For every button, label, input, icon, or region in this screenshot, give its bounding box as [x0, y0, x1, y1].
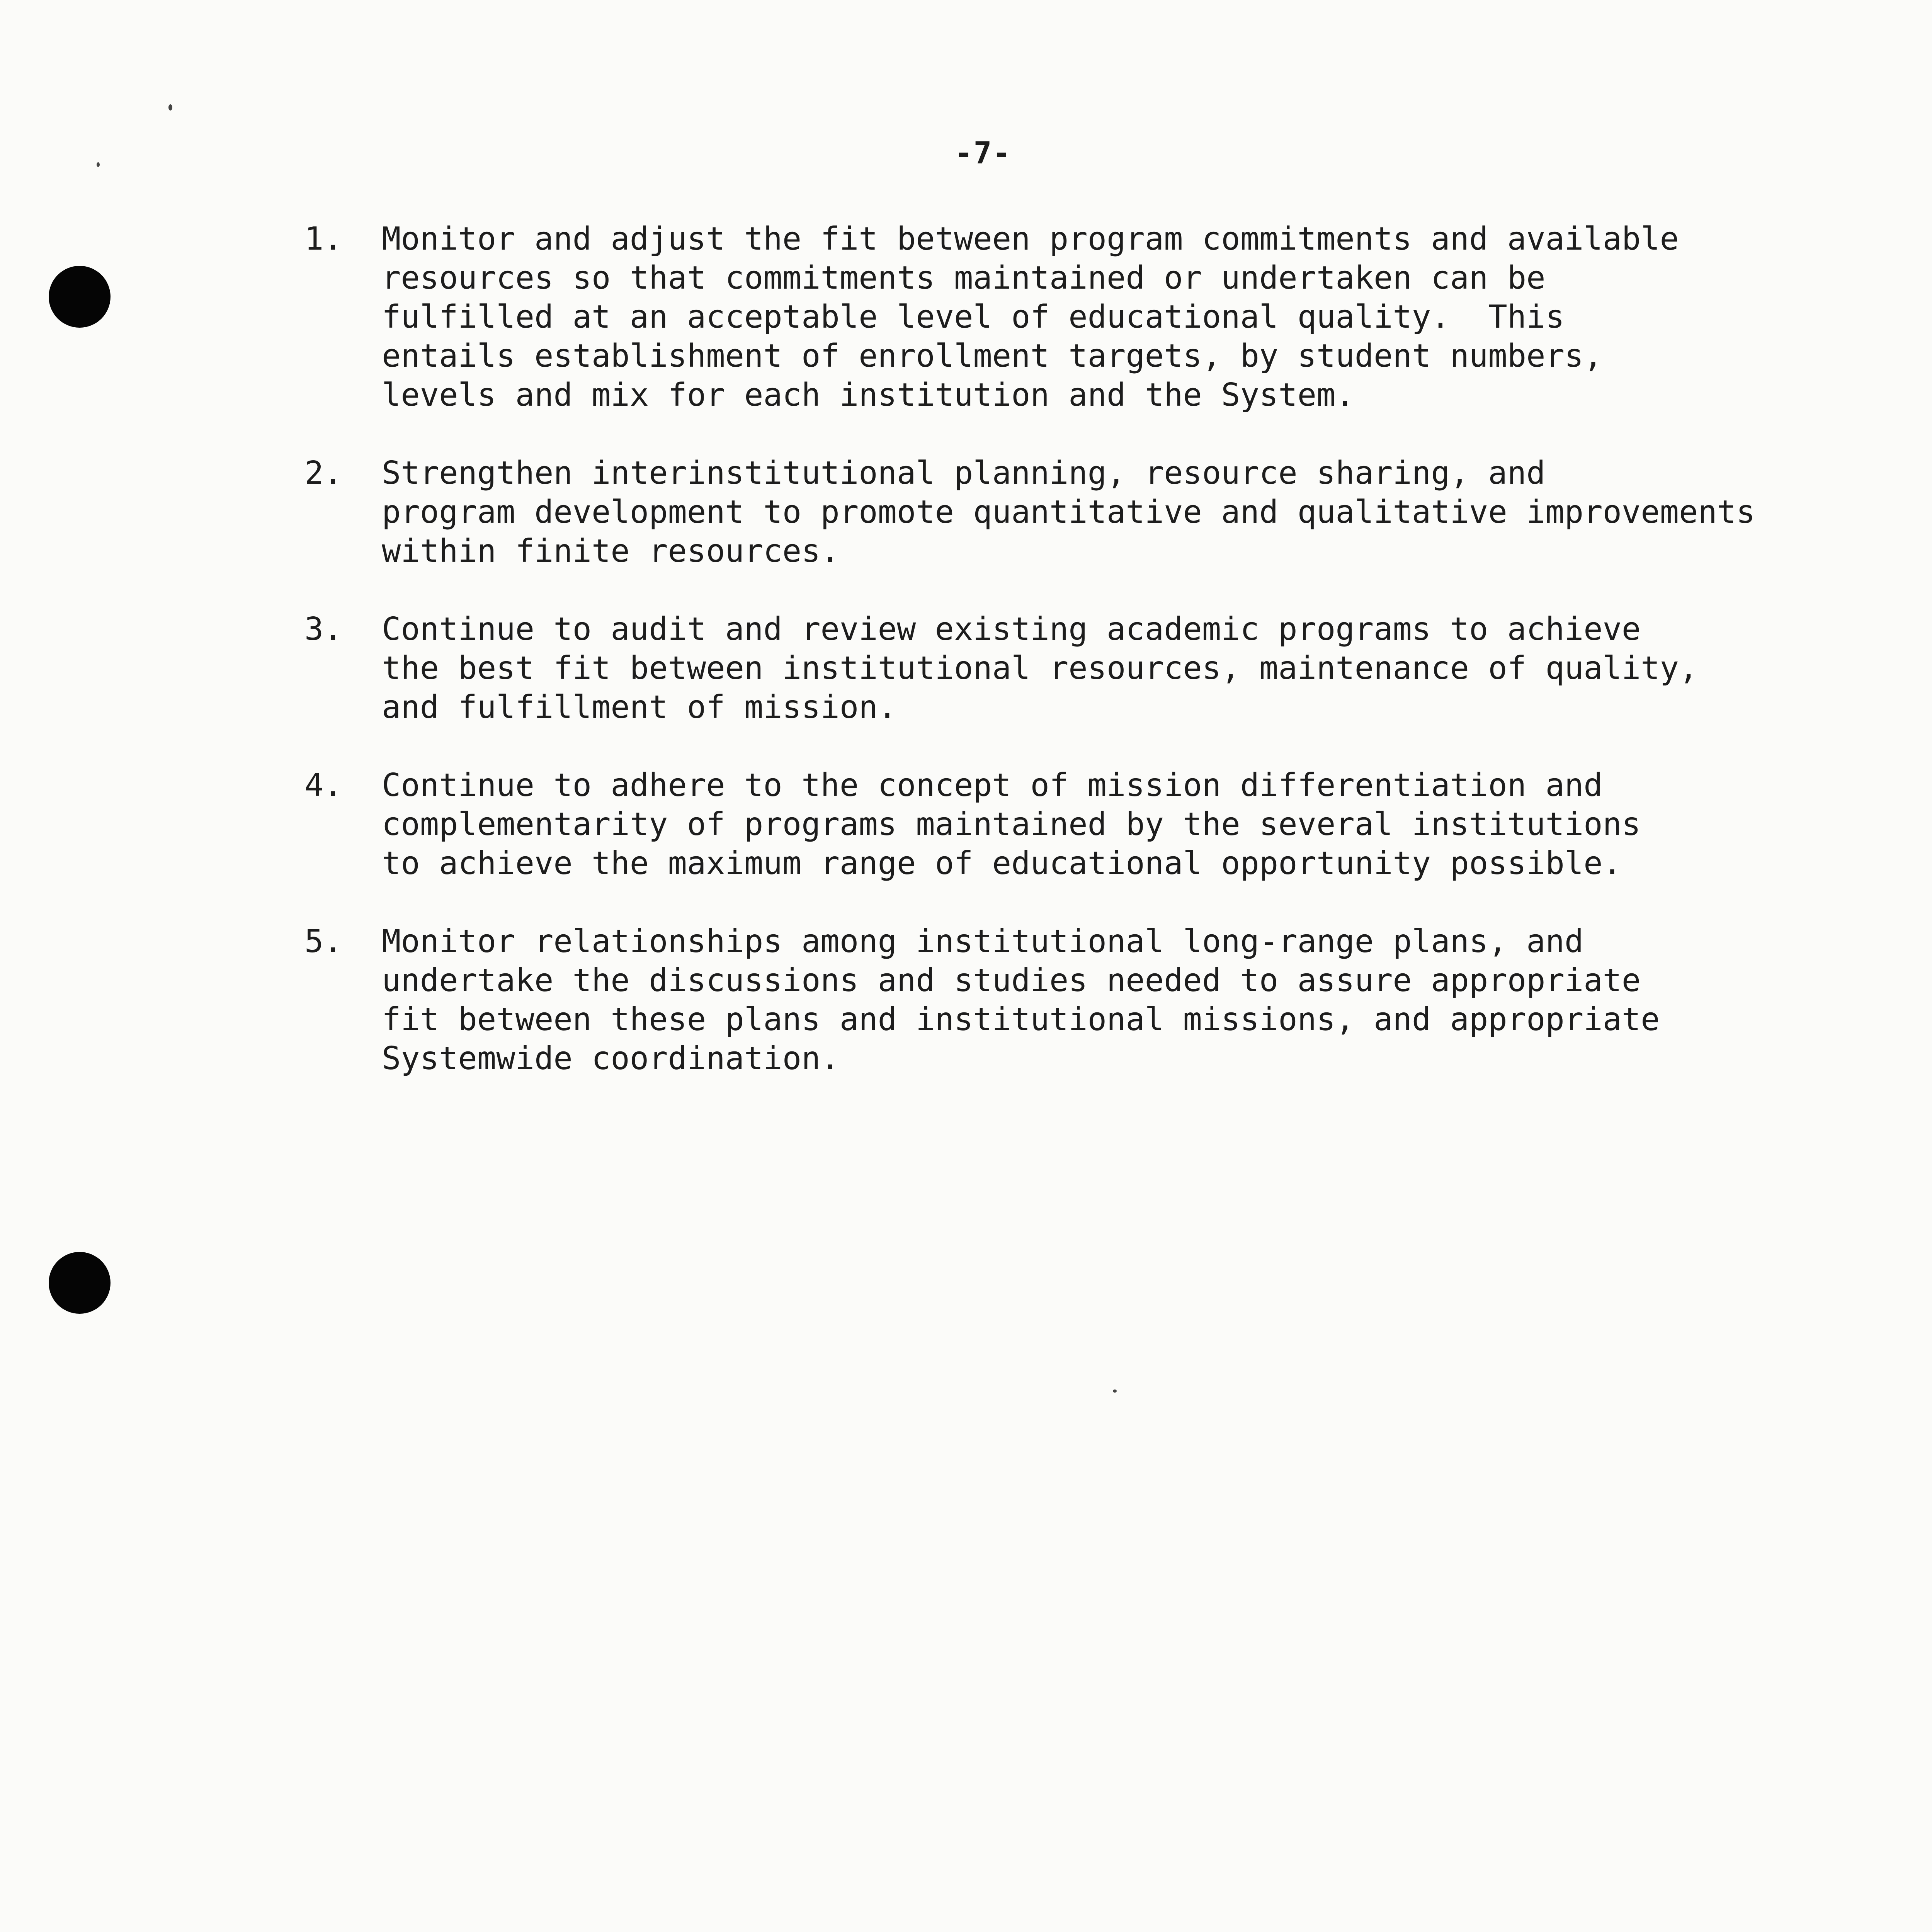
text-line: Continue to audit and review existing academic programs to achieve: [382, 611, 1641, 648]
text-line: Strengthen interinstitutional planning, resource sharing, and: [382, 455, 1546, 492]
text-line: Monitor and adjust the fit between program commitments and available: [382, 221, 1679, 257]
item-text: [382, 610, 1698, 727]
page-number: -7-: [954, 136, 1012, 171]
text-line: to achieve the maximum range of educational opportunity possible.: [382, 845, 1622, 882]
text-line: Monitor relationships among institutional long-range plans, and: [382, 923, 1584, 960]
text-line: and fulfillment of mission.: [382, 689, 897, 726]
text-line: within finite resources.: [382, 533, 840, 570]
binder-hole-top: [49, 266, 111, 328]
numbered-list: [304, 219, 1889, 1117]
text-line: entails establishment of enrollment targets, by student numbers,: [382, 338, 1603, 374]
text-line: complementarity of programs maintained by the several institutions: [382, 806, 1641, 843]
text-line: fit between these plans and institutional missions, and appropriate: [382, 1001, 1660, 1038]
text-line: Continue to adhere to the concept of mission differentiation and: [382, 767, 1603, 804]
paper-speck: [168, 104, 172, 111]
binder-hole-middle: [49, 1252, 111, 1314]
item-number: 5.: [304, 923, 343, 960]
item-text: [382, 922, 1660, 1078]
text-line: Systemwide coordination.: [382, 1040, 840, 1077]
text-line: undertake the discussions and studies needed to assure appropriate: [382, 962, 1641, 999]
item-number: 1.: [304, 221, 343, 257]
list-item: [304, 610, 1889, 727]
item-text: [382, 454, 1755, 571]
paper-speck: [1113, 1389, 1117, 1393]
text-line: fulfilled at an acceptable level of educational quality. This: [382, 299, 1565, 335]
item-text: [382, 766, 1641, 883]
item-number: 3.: [304, 611, 343, 648]
list-item: [304, 922, 1889, 1078]
list-item: [304, 766, 1889, 883]
item-number: 2.: [304, 455, 343, 492]
text-line: levels and mix for each institution and the System.: [382, 377, 1355, 413]
text-line: program development to promote quantitative and qualitative improvements: [382, 494, 1755, 531]
item-text: [382, 219, 1679, 415]
text-line: resources so that commitments maintained or undertaken can be: [382, 260, 1546, 296]
item-number: 4.: [304, 767, 343, 804]
list-item: [304, 219, 1889, 415]
list-item: [304, 454, 1889, 571]
text-line: the best fit between institutional resources, maintenance of quality,: [382, 650, 1698, 687]
